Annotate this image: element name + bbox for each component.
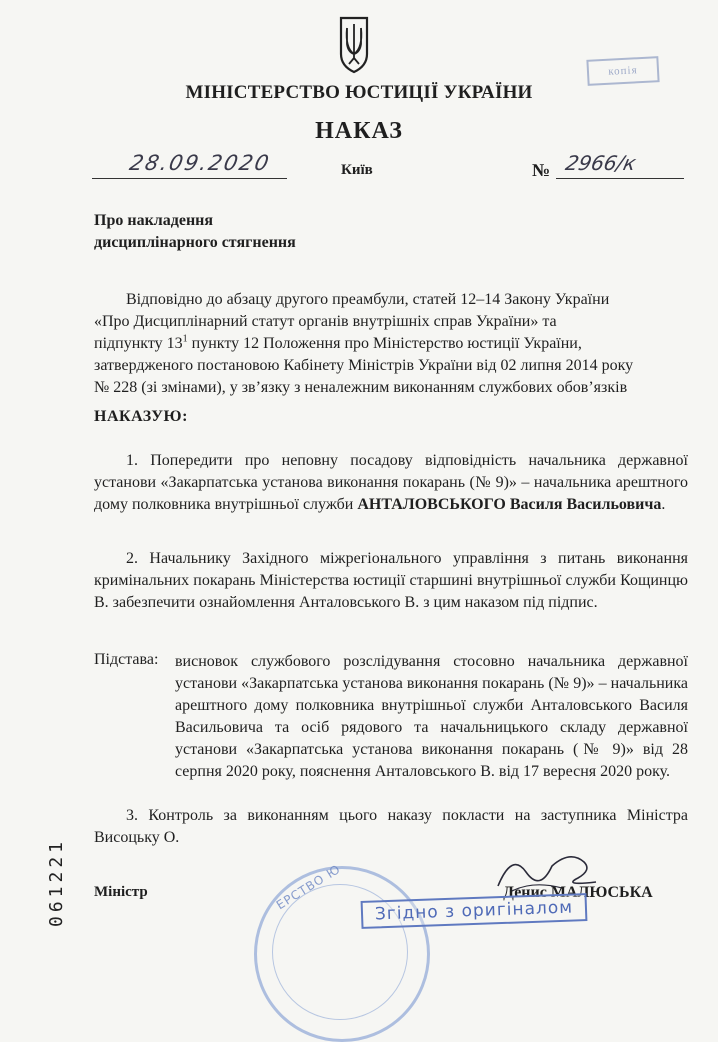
preamble-line-3 — [94, 333, 688, 355]
preamble-line-2: «Про Дисциплінарний статут органів внутрішніх справ України» та — [94, 313, 557, 330]
copy-conforms-stamp: Згідно з оригіналом — [361, 893, 588, 929]
minister-name: Денис МАЛЮСЬКА — [503, 884, 653, 901]
order-subject — [94, 210, 296, 254]
subject-line-2: дисциплінарного стягнення — [94, 234, 296, 251]
preamble-line-5: № 228 (зі змінами), у зв’язку з неналежним виконанням службових обов’язків — [94, 379, 628, 396]
number-label: № — [532, 160, 551, 180]
minister-label: Міністр — [94, 884, 148, 900]
seal-text: ЕРСТВО Ю — [273, 861, 344, 913]
item-1-person-name: АНТАЛОВСЬКОГО Василя Васильовича — [357, 496, 662, 513]
basis-text: висновок службового розслідування стосовно начальника державної установи «Закарпатська установа виконання покарань (№ 9)» – начальника арештного дому полковника внутрішньої служби Анталовського Василя Васильовича та осіб рядового та начальницького складу державної установи «Закарпатська установа виконання покарань (№ 9)» від 28 серпня 2020 року, пояснення Анталовського В. від 17 вересня 2020 року. — [175, 653, 688, 780]
number-underline — [556, 178, 684, 179]
superscript: 1 — [182, 333, 188, 345]
order-item-1 — [94, 450, 688, 516]
preamble — [94, 289, 688, 399]
side-serial-number: 061221 — [46, 837, 67, 927]
document-type: НАКАЗ — [315, 118, 403, 144]
item-3-text: 3. Контроль за виконанням цього наказу покласти на заступника Міністра Висоцьку О. — [94, 807, 688, 846]
preamble-line-4: затвердженого постановою Кабінету Міністрів України від 02 липня 2014 року — [94, 357, 634, 374]
preamble-line-1: Відповідно до абзацу другого преамбули, статей 12–14 Закону України — [126, 291, 610, 308]
date-underline — [92, 178, 287, 179]
order-number: 2966/к — [563, 151, 639, 175]
order-date: 28.09.2020 — [127, 151, 273, 175]
ministry-title: МІНІСТЕРСТВО ЮСТИЦІЇ УКРАЇНИ — [185, 82, 533, 103]
preamble-line-3-start: підпункту 13 — [94, 335, 183, 352]
preamble-line-3-end: пункту 12 Положення про Міністерство юстиції України, — [187, 335, 582, 352]
item-1-text: 1. Попередити про неповну посадову відповідність начальника державної установи «Закарпатська установа виконання покарань (№ 9)» – начальника арештного дому полковника внутрішньої служби — [94, 452, 688, 513]
item-2-text: 2. Начальнику Західного міжрегіонального управління з питань виконання кримінальних покарань Міністерства юстиції старшині внутрішньої служби Кощинцю В. забезпечити ознайомлення Анталовського В. з цим наказом під підпис. — [94, 550, 688, 611]
city: Київ — [341, 162, 373, 178]
basis-label: Підстава: — [94, 651, 159, 668]
order-keyword: НАКАЗУЮ: — [94, 408, 188, 425]
order-item-2 — [94, 548, 688, 614]
subject-line-1: Про накладення — [94, 212, 214, 229]
item-1-end: . — [661, 496, 666, 513]
corner-stamp: копія — [586, 56, 659, 86]
coat-of-arms-icon — [337, 14, 371, 74]
